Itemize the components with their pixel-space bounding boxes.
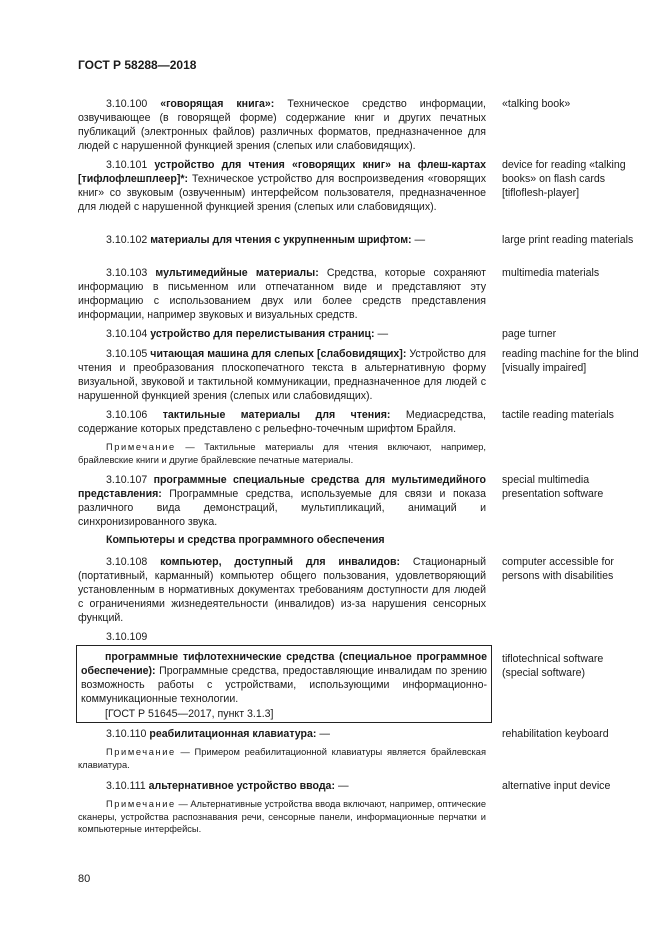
entry-3-10-100: 3.10.100 «говорящая книга»: Техническое средство информации, озвучивающее (в говорящей форме) содержание книг и других печатных публикаций (электронных файлов) различных форматов, предназначенное для людей с нарушенной функцией зрения (слепых или слабовидящих). — [78, 98, 486, 152]
english-term: special multimedia presentation software — [502, 474, 604, 500]
english-term: rehabilitation keyboard — [502, 728, 609, 740]
entry-3-10-105: 3.10.105 читающая машина для слепых [слабовидящих]: Устройство для чтения и преобразования плоскопечатного текста в альтернативную форму визуальной, звуковой и тактильной коммуникации, предназначенное для людей с нарушенной функцией зрения (слепых или слабовидящих). — [78, 348, 486, 402]
term: читающая машина для слепых [слабовидящих]: — [150, 348, 407, 360]
entry-3-10-101: 3.10.101 устройство для чтения «говорящих книг» на флеш-картах [тифлофлешплеер]*: Техническое устройство для воспроизведения «говорящих книг» со звуковым (озвученным) интерфейсом пользователя, предназначенное для людей с нарушенной функцией зрения (слепых или слабовидящих). — [78, 159, 486, 213]
note-3-10-111: Примечание — Альтернативные устройства ввода включают, например, оптические сканеры, устройства распознавания речи, сенсорные панели, информационные перчатки и компьютерные интерфейсы. — [78, 799, 487, 834]
source-reference: [ГОСТ Р 51645—2017, пункт 3.1.3] — [105, 708, 274, 720]
entry-3-10-108: 3.10.108 компьютер, доступный для инвалидов: Стационарный (портативный, карманный) компьютер общего пользования, удовлетворяющий установленным в нормативных документах требованиям доступности для людей с ограничениями жизнедеятельности (инвалидов) из-за нарушения сенсорных функций. — [78, 556, 486, 624]
entry-3-10-107: 3.10.107 программные специальные средства для мультимедийного представления: Программные средства, используемые для связи и показа различного вида демонстраций, мультипликаций, анимаций и синхронизированного звука. — [78, 474, 486, 528]
section-title: Компьютеры и средства программного обеспечения — [106, 534, 385, 546]
note-3-10-106: Примечание — Тактильные материалы для чтения включают, например, брайлевские книги и другие брайлевские печатные материалы. — [78, 442, 486, 465]
english-term: device for reading «talking books» on flash cards [tifloflesh-player] — [502, 159, 626, 199]
english-term: alternative input device — [502, 780, 611, 792]
english-term: page turner — [502, 328, 557, 340]
entry-3-10-109-number: 3.10.109 — [106, 631, 148, 643]
term: «говорящая книга»: — [160, 98, 275, 110]
term: альтернативное устройство ввода: — [148, 780, 335, 792]
term: программные тифлотехнические средства (специальное программное обеспечение): — [81, 651, 487, 677]
english-term: large print reading materials — [502, 234, 634, 246]
term: программные специальные средства для мультимедийного представления: — [78, 474, 486, 500]
english-term: tactile reading materials — [502, 409, 614, 421]
entry-3-10-111: 3.10.111 альтернативное устройство ввода: — — [106, 780, 349, 792]
entry-3-10-106: 3.10.106 тактильные материалы для чтения: Медиасредства, содержание которых представлено с рельефно-точечным шрифтом Брайля. — [78, 409, 486, 435]
english-term: computer accessible for persons with disabilities — [502, 556, 614, 582]
note-3-10-110: Примечание — Примером реабилитационной клавиатуры является брайлевская клавиатура. — [78, 747, 486, 770]
entry-3-10-109-box: программные тифлотехнические средства (специальное программное обеспечение): Программные средства, предоставляющие инвалидам по зрению возможность работы с устройствами, использующими информационно-коммуникационные технологии. [ГОСТ Р 51645—2017, пункт 3.1.3] — [76, 645, 492, 723]
term: тактильные материалы для чтения: — [162, 409, 391, 421]
english-term: tiflotechnical software (special software) — [502, 653, 604, 679]
entry-3-10-110: 3.10.110 реабилитационная клавиатура: — — [106, 728, 330, 740]
entry-3-10-103: 3.10.103 мультимедийные материалы: Средства, которые сохраняют информацию в письменном или отпечатанном виде и представляют эту информацию с использованием двух или более средств представления информации, например звуковых и визуальных средств. — [78, 267, 486, 321]
entry-3-10-104: 3.10.104 устройство для перелистывания страниц: — — [106, 328, 389, 340]
document-header: ГОСТ Р 58288—2018 — [78, 58, 197, 72]
term: реабилитационная клавиатура: — [149, 728, 317, 740]
term: материалы для чтения с укрупненным шрифтом: — [150, 234, 412, 246]
term: устройство для перелистывания страниц: — [150, 328, 375, 340]
term: устройство для чтения «говорящих книг» на флеш-картах [тифлофлешплеер]*: — [78, 159, 486, 185]
entry-3-10-102: 3.10.102 материалы для чтения с укрупненным шрифтом: — — [106, 234, 426, 246]
term: мультимедийные материалы: — [155, 267, 319, 279]
english-term: «talking book» — [502, 98, 571, 110]
term: компьютер, доступный для инвалидов: — [160, 556, 400, 568]
page-number: 80 — [78, 873, 91, 885]
english-term: multimedia materials — [502, 267, 600, 279]
english-term: reading machine for the blind [visually impaired] — [502, 348, 639, 374]
